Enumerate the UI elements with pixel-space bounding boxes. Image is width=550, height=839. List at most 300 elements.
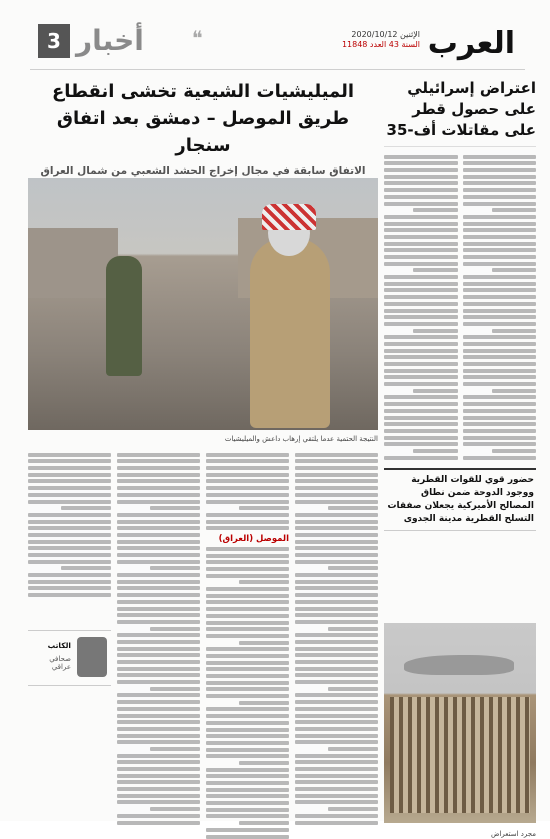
text-line [206,466,289,470]
issue-number: السنة 43 العدد 11848 [341,40,420,49]
text-line [28,473,111,477]
text-line [463,288,537,292]
text-line [117,693,200,697]
text-line [117,660,200,664]
text-line [295,520,378,524]
text-line [28,486,111,490]
text-line [206,754,289,758]
text-line [295,493,378,497]
text-line [206,768,289,772]
text-line [463,275,537,279]
text-line [117,553,200,557]
quote-icon: ❝ [192,26,203,50]
text-line [117,620,200,624]
text-line [295,593,378,597]
text-line [384,242,458,246]
text-line [295,459,378,463]
text-line [295,500,378,504]
text-line [384,155,458,159]
text-line [295,513,378,517]
troops-shape [390,697,530,813]
text-line [28,586,111,590]
text-line [206,554,289,558]
text-line [206,801,289,805]
text-line [117,754,200,758]
text-line [384,342,458,346]
text-column [295,450,378,809]
text-line [206,654,289,658]
text-line [463,402,537,406]
text-line [206,621,289,625]
text-line [384,262,458,266]
text-line [206,694,289,698]
text-line [295,640,378,644]
text-line [384,416,458,420]
text-line [384,168,458,172]
text-line [463,202,537,206]
text-line [295,734,378,738]
main-body-text [28,450,378,809]
text-line [61,566,111,570]
section-number: 3 [38,24,70,58]
text-line [206,459,289,463]
text-line [295,573,378,577]
text-line [295,466,378,470]
text-line [384,429,458,433]
text-line [206,500,289,504]
text-line [463,155,537,159]
text-line [295,707,378,711]
text-line [328,687,378,691]
text-line [463,309,537,313]
text-line [206,627,289,631]
text-line [295,479,378,483]
text-line [206,594,289,598]
text-line [239,701,289,705]
text-line [384,402,458,406]
text-line [295,787,378,791]
text-line [206,473,289,477]
keffiyeh-shape [262,204,316,230]
author-role: صحافي عراقي [49,655,71,671]
text-line [295,814,378,818]
text-line [384,362,458,366]
text-line [117,560,200,564]
text-line [463,235,537,239]
text-line [384,375,458,379]
text-line [295,774,378,778]
text-line [61,506,111,510]
text-line [295,526,378,530]
text-line [295,653,378,657]
text-line [28,553,111,557]
text-line [463,369,537,373]
text-line [28,580,111,584]
text-line [239,821,289,825]
text-line [463,416,537,420]
text-line [295,680,378,684]
text-line [463,355,537,359]
text-line [295,673,378,677]
text-line [206,748,289,752]
soldier-shape [106,256,142,376]
text-line [384,202,458,206]
text-line [295,821,378,825]
text-line [117,821,200,825]
text-line [463,195,537,199]
text-line [463,456,537,460]
text-line [117,453,200,457]
text-line [295,453,378,457]
text-line [463,422,537,426]
text-line [117,814,200,818]
right-body-text [384,152,536,462]
text-line [150,506,200,510]
text-line [413,389,457,393]
text-line [28,466,111,470]
text-line [463,375,537,379]
text-line [463,222,537,226]
text-line [117,546,200,550]
text-line [384,442,458,446]
text-line [463,322,537,326]
military-parade-photo [384,623,536,823]
text-line [384,349,458,353]
text-line [463,442,537,446]
photo-caption: مجرد استعراض [490,830,536,838]
text-line [295,546,378,550]
text-line [117,740,200,744]
text-line [28,479,111,483]
text-line [117,640,200,644]
text-line [117,540,200,544]
text-line [295,607,378,611]
text-line [117,479,200,483]
text-line [28,453,111,457]
text-line [28,500,111,504]
text-line [384,195,458,199]
text-line [295,727,378,731]
text-line [463,409,537,413]
text-line [206,453,289,457]
text-line [492,449,536,453]
text-line [206,674,289,678]
text-line [413,268,457,272]
text-line [295,800,378,804]
dateline: الموصل (العراق) [218,534,289,545]
text-line [28,593,111,597]
text-line [384,322,458,326]
text-line [117,787,200,791]
text-line [328,506,378,510]
text-line [117,573,200,577]
text-line [206,788,289,792]
text-line [463,395,537,399]
text-line [117,513,200,517]
text-line [206,513,289,517]
text-line [28,533,111,537]
text-line [206,687,289,691]
text-line [463,429,537,433]
text-line [384,228,458,232]
text-line [295,553,378,557]
text-line [463,168,537,172]
text-line [295,647,378,651]
text-line [384,456,458,460]
text-line [413,208,457,212]
elderly-man-shape [250,238,330,428]
text-line [295,473,378,477]
text-line [384,369,458,373]
text-line [28,560,111,564]
text-line [295,760,378,764]
text-line [413,449,457,453]
text-line [117,493,200,497]
text-line [463,315,537,319]
text-line [384,175,458,179]
text-line [463,181,537,185]
text-line [384,181,458,185]
text-line [117,607,200,611]
text-line [206,647,289,651]
text-line [117,647,200,651]
text-line [117,526,200,530]
text-line [206,560,289,564]
text-line [206,707,289,711]
text-line [28,540,111,544]
text-line [150,807,200,811]
text-line [463,228,537,232]
text-line [463,282,537,286]
aircraft-shape [404,655,514,675]
text-line [384,422,458,426]
text-line [463,215,537,219]
text-line [492,329,536,333]
text-line [117,500,200,504]
text-line [384,309,458,313]
text-line [295,794,378,798]
text-line [463,302,537,306]
text-line [463,335,537,339]
text-line [206,794,289,798]
text-line [28,546,111,550]
text-line [463,342,537,346]
text-line [117,586,200,590]
text-line [206,774,289,778]
text-line [117,680,200,684]
text-line [492,268,536,272]
text-line [206,728,289,732]
text-line [117,633,200,637]
text-line [206,808,289,812]
text-line [295,633,378,637]
text-column [384,152,458,462]
text-line [295,693,378,697]
text-line [206,607,289,611]
text-line [117,767,200,771]
text-line [463,262,537,266]
text-line [28,513,111,517]
text-line [117,459,200,463]
text-line [150,687,200,691]
text-line [117,760,200,764]
text-line [28,493,111,497]
text-line [117,673,200,677]
text-line [239,761,289,765]
text-line [413,329,457,333]
text-line [150,627,200,631]
building-shape [28,228,118,298]
text-line [117,727,200,731]
text-line [328,747,378,751]
text-line [295,600,378,604]
text-line [463,161,537,165]
text-line [206,714,289,718]
main-headline: الميليشيات الشيعية تخشى انقطاع طريق الموصل – دمشق بعد اتفاق سنجار [51,81,355,156]
text-line [384,295,458,299]
newspaper-logo: العرب [427,26,515,61]
text-line [328,627,378,631]
photo-caption: النتيجة الحتمية عدما يلتقي إرهاب داعش والميليشيات [224,435,378,443]
text-line [206,587,289,591]
text-line [328,807,378,811]
text-column [117,450,200,809]
text-line [117,780,200,784]
text-line [463,436,537,440]
issue-date: الإثنين 2020/10/12 [351,30,420,39]
text-line [117,613,200,617]
issue-info [342,30,420,50]
text-line [206,835,289,839]
text-line [206,574,289,578]
main-subheadline: الاتفاق سابقة في مجال إخراج الحشد الشعبي من شمال العراق [40,165,366,177]
text-line [206,741,289,745]
text-line [295,486,378,490]
text-line [117,593,200,597]
text-line [463,295,537,299]
text-line [295,540,378,544]
main-photo [28,178,378,430]
pull-quote-box: حضور قوي للقوات القطرية ووجود الدوحة ضمن نطاق المصالح الأميركية يجعلان صفقات التسلح القطرية مدينة الجدوى [384,468,536,531]
text-line [463,255,537,259]
text-line [295,620,378,624]
text-line [117,466,200,470]
text-line [239,506,289,510]
text-line [384,248,458,252]
text-line [117,580,200,584]
text-line [206,661,289,665]
text-line [384,355,458,359]
right-article [384,78,536,838]
text-column [28,450,111,809]
text-line [384,275,458,279]
text-line [384,288,458,292]
text-line [117,520,200,524]
text-line [117,800,200,804]
text-line [295,580,378,584]
text-line [28,573,111,577]
text-line [206,600,289,604]
text-line [384,282,458,286]
text-line [28,526,111,530]
text-line [463,242,537,246]
text-line [206,634,289,638]
text-line [463,382,537,386]
text-line [492,389,536,393]
text-line [117,734,200,738]
text-line [384,315,458,319]
text-line [206,520,289,524]
text-line [28,520,111,524]
text-line [295,660,378,664]
text-line [295,740,378,744]
text-line [117,774,200,778]
text-line [117,653,200,657]
text-line [206,814,289,818]
page-header [30,18,525,70]
right-headline: اعتراض إسرائيلي على حصول قطر على مقاتلات أف-35 [384,78,536,147]
text-line [384,395,458,399]
text-line [117,707,200,711]
text-line [117,533,200,537]
text-line [384,188,458,192]
text-line [206,547,289,551]
text-line [117,600,200,604]
text-column [206,450,289,809]
text-line [295,754,378,758]
text-line [206,614,289,618]
author-avatar [77,637,107,677]
text-line [384,335,458,339]
text-line [384,382,458,386]
text-line [295,586,378,590]
text-line [295,720,378,724]
text-line [384,302,458,306]
text-line [384,436,458,440]
text-line [295,613,378,617]
text-line [206,667,289,671]
section-name: أخبار [76,24,144,57]
text-line [295,780,378,784]
text-line [295,667,378,671]
text-line [295,533,378,537]
text-line [206,567,289,571]
text-line [117,667,200,671]
text-line [206,526,289,530]
text-line [150,566,200,570]
text-line [117,794,200,798]
text-line [117,720,200,724]
text-line [239,641,289,645]
text-line [117,486,200,490]
text-line [328,566,378,570]
text-line [492,208,536,212]
text-line [206,681,289,685]
text-line [117,700,200,704]
author-box [28,630,111,686]
text-line [463,175,537,179]
text-line [384,235,458,239]
text-line [117,473,200,477]
text-line [206,734,289,738]
text-line [150,747,200,751]
text-line [206,479,289,483]
text-line [206,721,289,725]
text-line [117,714,200,718]
text-line [206,828,289,832]
text-line [295,767,378,771]
text-line [239,580,289,584]
